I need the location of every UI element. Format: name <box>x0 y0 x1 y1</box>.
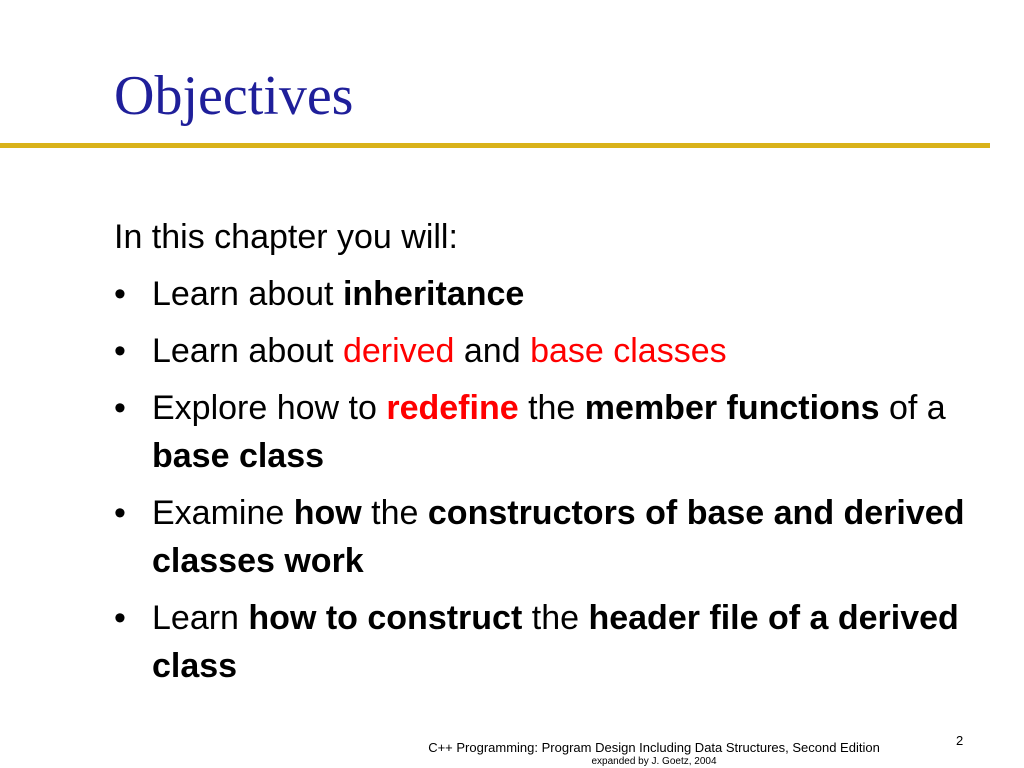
objective-item <box>114 327 994 375</box>
objective-text-segment: the <box>518 389 585 427</box>
slide-body <box>114 213 994 690</box>
objective-item <box>114 384 994 480</box>
objective-text-segment: Learn about <box>152 275 343 313</box>
objective-text-segment: of a <box>879 389 946 427</box>
objective-item <box>114 270 994 318</box>
objective-text-segment: how to construct <box>248 599 523 637</box>
bullet-icon: • <box>114 275 126 313</box>
objective-text-segment: inheritance <box>342 275 525 313</box>
objective-text-segment: redefine <box>386 389 519 427</box>
objective-text-segment: Learn <box>152 599 249 637</box>
objectives-list <box>114 270 994 690</box>
footer-credit: expanded by J. Goetz, 2004 <box>591 756 717 767</box>
bullet-icon: • <box>114 599 126 637</box>
footer-source: C++ Programming: Program Design Including Data Structures, Second Edition <box>428 740 880 755</box>
bullet-icon: • <box>114 332 126 370</box>
slide-title: Objectives <box>114 65 354 127</box>
objective-text-segment: Learn about <box>152 332 343 370</box>
objective-text-segment: the <box>522 599 589 637</box>
objective-text-segment: Explore how to <box>152 389 387 427</box>
objective-text-segment: and <box>454 332 531 370</box>
intro-text: In this chapter you will: <box>114 218 458 256</box>
objective-text-segment: how <box>293 494 362 532</box>
title-divider <box>0 143 990 148</box>
objective-text-segment: Examine <box>152 494 294 532</box>
objective-item <box>114 594 994 690</box>
slide-footer <box>404 740 904 768</box>
objective-text-segment: base class <box>152 437 325 475</box>
page-number: 2 <box>956 733 964 748</box>
objective-text-segment: constructors of base and derived classes work <box>152 494 965 580</box>
objective-text-segment: header file of a derived class <box>152 599 959 685</box>
objective-text-segment: derived <box>342 332 455 370</box>
objective-text-segment: member functions <box>584 389 880 427</box>
bullet-icon: • <box>114 389 126 427</box>
objective-item <box>114 489 994 585</box>
bullet-icon: • <box>114 494 126 532</box>
objective-text-segment: the <box>361 494 428 532</box>
objective-text-segment: base classes <box>530 332 727 370</box>
